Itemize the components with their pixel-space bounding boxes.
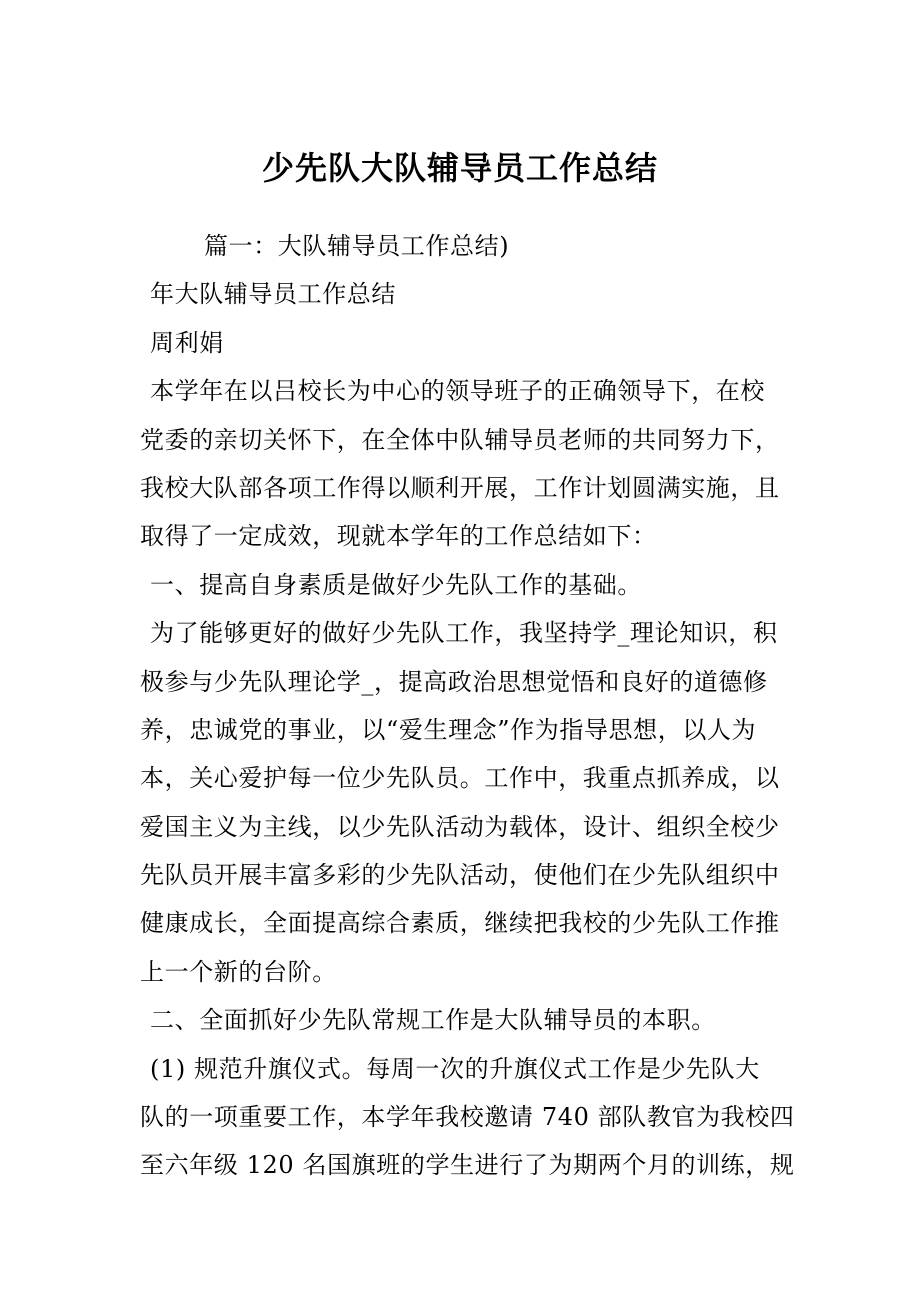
author-line: 周利娟 bbox=[150, 328, 224, 357]
paragraph-line: 本，关心爱护每一位少先队员。工作中，我重点抓养成，以 bbox=[140, 764, 780, 793]
paragraph-line: 党委的亲切关怀下，在全体中队辅导员老师的共同努力下， bbox=[140, 425, 780, 454]
paragraph-line: 先队员开展丰富多彩的少先队活动，使他们在少先队组织中 bbox=[140, 861, 780, 890]
paragraph-line: 队的一项重要工作，本学年我校邀请 740 部队教官为我校四 bbox=[140, 1103, 795, 1132]
paragraph-line: 养，忠诚党的事业，以“爱生理念”作为指导思想，以人为 bbox=[140, 715, 757, 744]
paragraph-line: 上一个新的台阶。 bbox=[140, 957, 337, 986]
paragraph-line: (1) 规范升旗仪式。每周一次的升旗仪式工作是少先队大 bbox=[150, 1054, 760, 1083]
section-heading: 二、全面抓好少先队常规工作是大队辅导员的本职。 bbox=[150, 1006, 716, 1035]
document-title: 少先队大队辅导员工作总结 bbox=[261, 149, 658, 187]
paragraph-line: 极参与少先队理论学_，提高政治思想觉悟和良好的道德修 bbox=[140, 667, 768, 696]
paragraph-line: 爱国主义为主线，以少先队活动为载体，设计、组织全校少 bbox=[140, 812, 780, 841]
section-heading: 一、提高自身素质是做好少先队工作的基础。 bbox=[150, 570, 642, 599]
paragraph-line: 健康成长，全面提高综合素质，继续把我校的少先队工作推 bbox=[140, 909, 780, 938]
section-heading: 篇一：大队辅导员工作总结) bbox=[204, 232, 510, 260]
paragraph-line: 取得了一定成效，现就本学年的工作总结如下： bbox=[140, 522, 657, 551]
paragraph-line: 我校大队部各项工作得以顺利开展，工作计划圆满实施，且 bbox=[140, 473, 780, 502]
paragraph-line: 至六年级 120 名国旗班的学生进行了为期两个月的训练，规 bbox=[140, 1151, 795, 1180]
subtitle-line: 年大队辅导员工作总结 bbox=[150, 280, 396, 309]
document-body bbox=[140, 222, 795, 1190]
paragraph-line: 本学年在以吕校长为中心的领导班子的正确领导下，在校 bbox=[150, 377, 765, 406]
paragraph-line: 为了能够更好的做好少先队工作，我坚持学_理论知识，积 bbox=[150, 619, 778, 648]
